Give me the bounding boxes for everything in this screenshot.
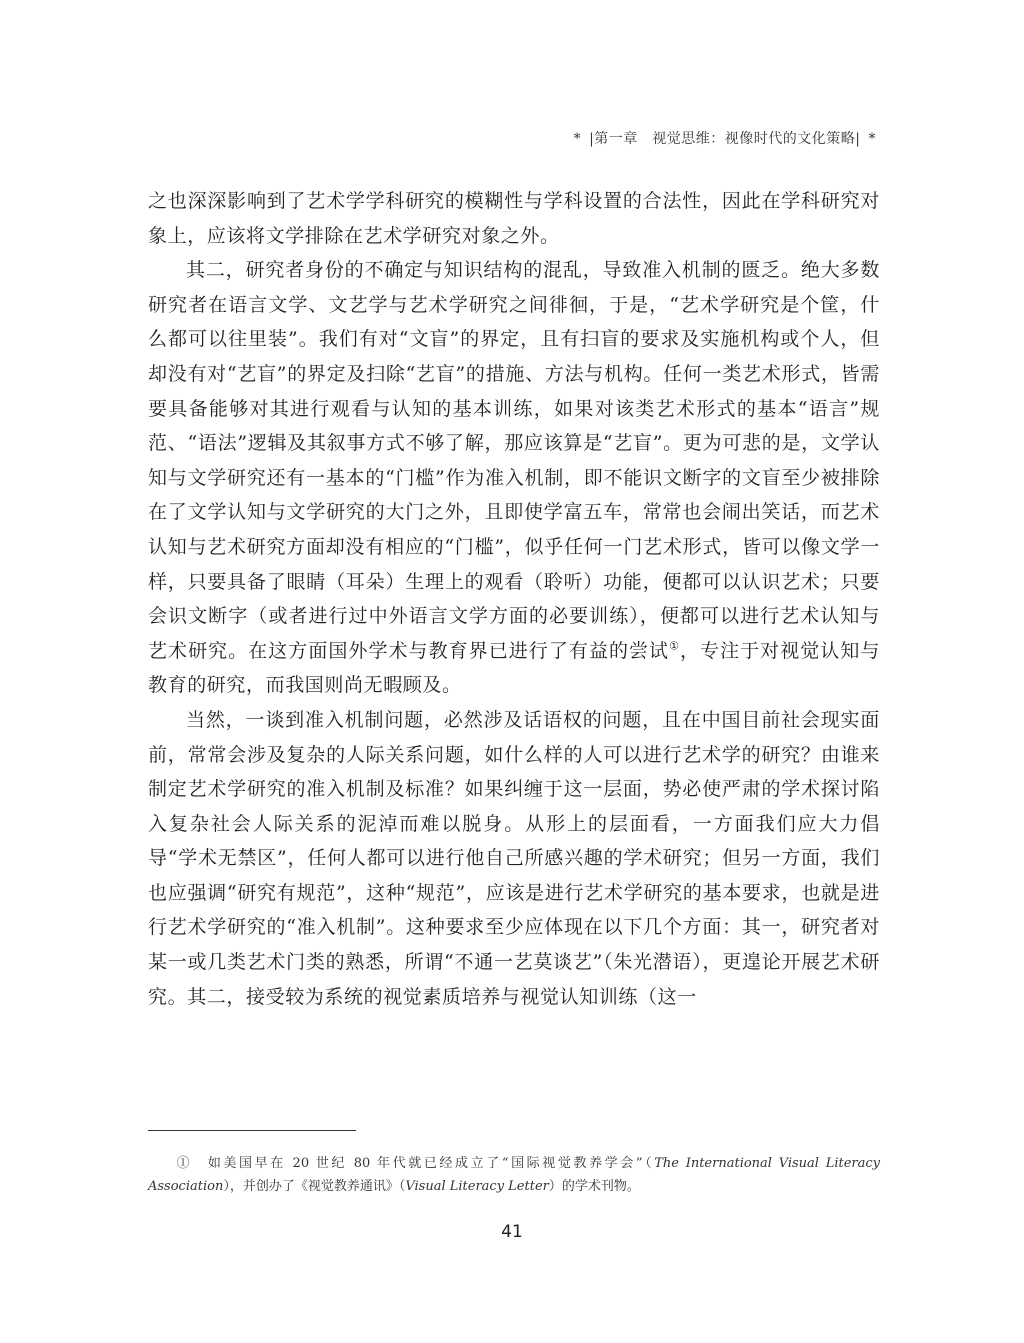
footnote-title-en: The International Visual Literacy Association [148, 1156, 880, 1194]
paragraph-second-point [148, 253, 880, 703]
paragraph-text-tail: ，专注于对视觉认知与教育的研究，而我国则尚无暇顾及。 [148, 639, 880, 697]
paragraph-text: 其二，研究者身份的不确定与知识结构的混乱，导致准入机制的匮乏。绝大多数研究者在语言文学、文艺学与艺术学研究之间徘徊，于是，“艺术学研究是个筐，什么都可以往里装”。我们有对“文盲”的界定，且有扫盲的要求及实施机构或个人，但却没有对“艺盲”的界定及扫除“艺盲”的措施、方法与机构。任何一类艺术形式，皆需要具备能够对其进行观看与认知的基本训练，如果对该类艺术形式的基本“语言”规范、“语法”逻辑及其叙事方式不够了解，那应该算是“艺盲”。更为可悲的是，文学认知与文学研究还有一基本的“门槛”作为准入机制，即不能识文断字的文盲至少被排除在了文学认知与文学研究的大门之外，且即使学富五车，常常也会闹出笑话，而艺术认知与艺术研究方面却没有相应的“门槛”，似乎任何一门艺术形式，皆可以像文学一样，只要具备了眼睛（耳朵）生理上的观看（聆听）功能，便都可以认识艺术；只要会识文断字（或者进行过中外语言文学方面的必要训练），便都可以进行艺术认知与艺术研究。在这方面国外学术与教育界已进行了有益的尝试 [148, 259, 880, 662]
paragraph-text: 之也深深影响到了艺术学学科研究的模糊性与学科设置的合法性，因此在学科研究对象上，应该将文学排除在艺术学研究对象之外。 [148, 190, 880, 247]
footnote-title-en: Visual Literacy Letter [405, 1179, 549, 1194]
footnote-marker: ① [176, 1156, 193, 1171]
chapter-title: |第一章 视觉思维：视像时代的文化策略| [589, 131, 861, 147]
footnote-text: 如美国早在 20 世纪 80 年代就已经成立了“国际视觉教养学会”（ [207, 1156, 655, 1171]
paragraph-access-mechanism [148, 703, 880, 1014]
footnote-text: ），并创办了《视觉教养通讯》（ [223, 1179, 406, 1194]
header-star-left: * [573, 131, 582, 147]
header-star-right: * [868, 131, 876, 147]
paragraph-text: 当然，一谈到准入机制问题，必然涉及话语权的问题，且在中国目前社会现实面前，常常会涉及复杂的人际关系问题，如什么样的人可以进行艺术学的研究？由谁来制定艺术学研究的准入机制及标准？如果纠缠于这一层面，势必使严肃的学术探讨陷入复杂社会人际关系的泥淖而难以脱身。从形上的层面看，一方面我们应大力倡导“学术无禁区”，任何人都可以进行他自己所感兴趣的学术研究；但另一方面，我们也应强调“研究有规范”，这种“规范”，应该是进行艺术学研究的基本要求，也就是进行艺术学研究的“准入机制”。这种要求至少应体现在以下几个方面：其一，研究者对某一或几类艺术门类的熟悉，所谓“不通一艺莫谈艺”（朱光潜语），更遑论开展艺术研究。其二，接受较为系统的视觉素质培养与视觉认知训练（这一 [148, 708, 880, 1008]
footnote-divider [148, 1130, 356, 1131]
footnote [148, 1152, 880, 1198]
running-header [574, 128, 876, 148]
footnote-reference[interactable]: ① [669, 639, 680, 653]
page-number: 41 [501, 1222, 523, 1242]
paragraph-continued [148, 184, 880, 253]
footnote-text: ）的学术刊物。 [548, 1179, 640, 1194]
body-text [148, 184, 880, 1014]
